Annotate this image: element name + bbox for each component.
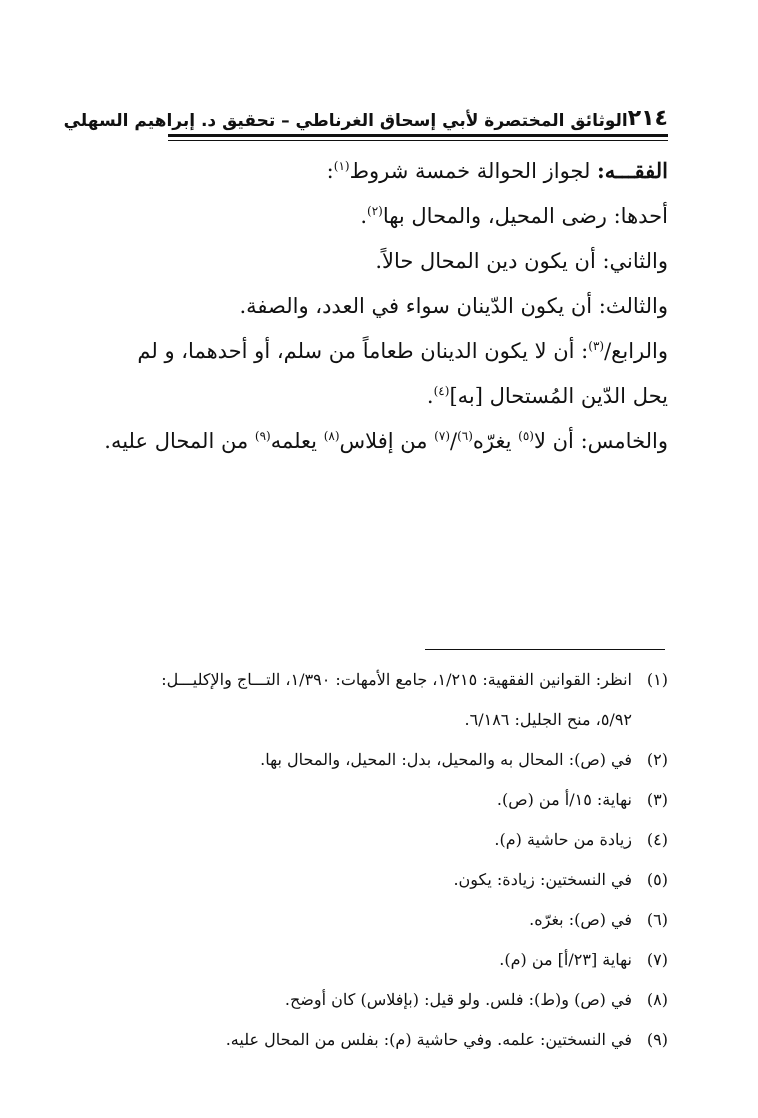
footnote-text: في (ص) و(ط): فلس. ولو قيل: (بإفلاس) كان أوضح. bbox=[284, 990, 632, 1009]
footnote bbox=[112, 780, 668, 820]
footnote-ref: (٥) bbox=[518, 429, 534, 443]
footnote bbox=[112, 900, 668, 940]
footnote-continuation bbox=[112, 700, 668, 740]
header-rule-thick bbox=[168, 134, 668, 137]
footnote-text: في (ص): المحال به والمحيل، بدل: المحيل، والمحال بها. bbox=[260, 750, 632, 769]
footnote bbox=[112, 860, 668, 900]
footnote-ref: (٣) bbox=[588, 339, 605, 353]
footnote bbox=[112, 820, 668, 860]
paragraph-fiqh: الفقـــه: لجواز الحوالة خمسة شروط$^{(١)}$: bbox=[326, 158, 668, 183]
footnotes bbox=[112, 660, 668, 1060]
footnote-number: (٥) bbox=[646, 870, 668, 889]
footnote-number: (١) bbox=[646, 670, 668, 689]
footnote-number: (٨) bbox=[646, 990, 668, 1009]
footnote-ref: (٦) bbox=[457, 429, 473, 443]
footnote-number: (٩) bbox=[646, 1030, 668, 1049]
footnote-ref: (٧) bbox=[434, 429, 450, 443]
footnote bbox=[112, 980, 668, 1020]
footnote bbox=[112, 940, 668, 980]
running-title: الوثائق المختصرة لأبي إسحاق الغرناطي – تحقيق د. إبراهيم السهلي bbox=[63, 111, 628, 131]
footnote-ref: (٩) bbox=[254, 429, 271, 443]
footnote-text: في (ص): بغرّه. bbox=[529, 910, 632, 929]
footnote-ref: (٢) bbox=[367, 204, 383, 218]
paragraph-fourth-condition: والرابع/$^{(٣)}$: أن لا يكون الدينان طعاماً من سلم، أو أحدهما، و لم bbox=[137, 339, 668, 363]
footnote-number: (٢) bbox=[646, 750, 668, 769]
paragraph-third-condition: والثالث: أن يكون الدّينان سواء في العدد، والصفة. bbox=[239, 294, 668, 318]
footnote-number: (٤) bbox=[646, 830, 668, 849]
footnote bbox=[112, 660, 668, 700]
footnote-separator bbox=[425, 649, 665, 650]
footnote-number: (٦) bbox=[646, 910, 668, 929]
header-rule-thin bbox=[168, 140, 668, 141]
footnote-ref: (٨) bbox=[323, 429, 340, 443]
main-text bbox=[104, 148, 668, 464]
paragraph-fifth-condition: والخامس: أن لا$^{(٥)}$ يغرّه$^{(٦)}$/$^{(٧)}$ من إفلاس$^{(٨)}$ يعلمه$^{(٩)}$ من المحال عليه. bbox=[104, 429, 668, 453]
footnote bbox=[112, 740, 668, 780]
page-number: ٢١٤ bbox=[627, 106, 668, 131]
footnote-text: نهاية [٢٣/أ] من (م). bbox=[499, 950, 632, 969]
footnote-ref: (١) bbox=[333, 159, 350, 173]
footnote-number: (٣) bbox=[646, 790, 668, 809]
paragraph-second-condition: والثاني: أن يكون دين المحال حالاً. bbox=[375, 249, 668, 273]
section-lead: الفقـــه: bbox=[597, 158, 668, 183]
footnote-text: نهاية: ١٥/أ من (ص). bbox=[496, 790, 632, 809]
footnote-text: ٥/٩٢، منح الجليل: ٦/١٨٦. bbox=[464, 710, 632, 729]
footnote-text: زيادة من حاشية (م). bbox=[494, 830, 632, 849]
footnote-text: انظر: القوانين الفقهية: ١/٢١٥، جامع الأمهات: ١/٣٩٠، التـــاج والإكليـــل: bbox=[161, 670, 632, 689]
paragraph-fourth-condition-cont: يحل الدّين المُستحال [به]$^{(٤)}$. bbox=[426, 384, 668, 408]
paragraph-first-condition: أحدها: رضى المحيل، والمحال بها$^{(٢)}$. bbox=[360, 204, 668, 228]
footnote-text: في النسختين: علمه. وفي حاشية (م): بفلس من المحال عليه. bbox=[225, 1030, 632, 1049]
footnote-ref: (٤) bbox=[433, 384, 450, 398]
footnote-number: (٧) bbox=[646, 950, 668, 969]
footnote bbox=[112, 1020, 668, 1060]
footnote-text: في النسختين: زيادة: يكون. bbox=[453, 870, 632, 889]
page-header bbox=[63, 90, 668, 131]
